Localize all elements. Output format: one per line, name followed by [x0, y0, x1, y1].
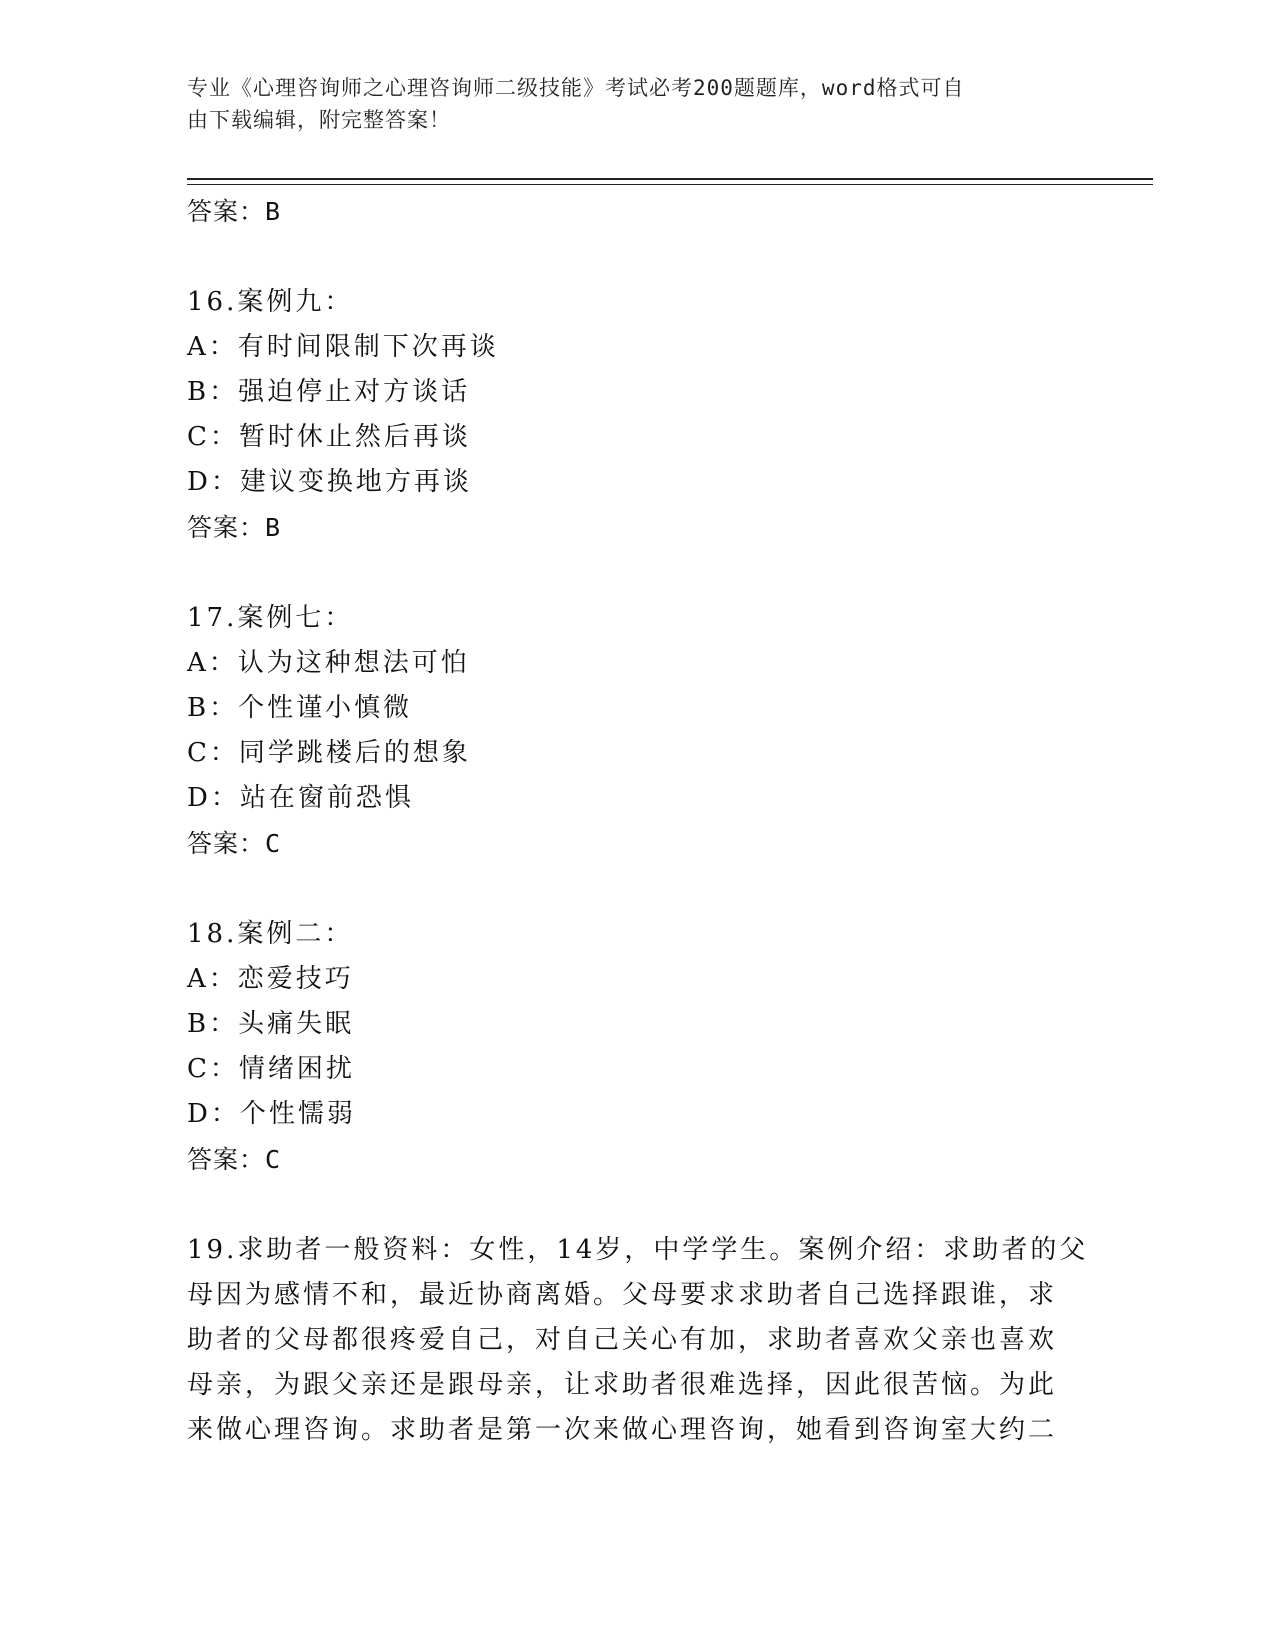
option-d: D：建议变换地方再谈: [187, 467, 472, 497]
question-title: 17.案例七：: [187, 603, 354, 633]
header-divider: [187, 178, 1153, 185]
option-b: B：头痛失眠: [187, 1009, 355, 1039]
answer: 答案：C: [187, 829, 282, 858]
question-17: [187, 596, 1087, 866]
question-19: [187, 1228, 1087, 1453]
option-a: A：有时间限制下次再谈: [187, 332, 499, 362]
option-c: C：暂时休止然后再谈: [187, 422, 471, 452]
previous-answer: 答案：B: [187, 197, 282, 226]
document-header: [187, 72, 1067, 136]
question-text-line: 19.求助者一般资料：女性，14岁，中学学生。案例介绍：求助者的父: [187, 1235, 1089, 1265]
spacer: [187, 234, 1087, 280]
spacer: [187, 1182, 1087, 1228]
option-c: C：情绪困扰: [187, 1054, 355, 1084]
option-d: D：个性懦弱: [187, 1099, 356, 1129]
option-d: D：站在窗前恐惧: [187, 783, 414, 813]
question-text-line: 母亲，为跟父亲还是跟母亲，让求助者很难选择，因此很苦恼。为此: [187, 1370, 1058, 1400]
header-line-2: 由下载编辑，附完整答案！: [187, 108, 451, 132]
question-title: 16.案例九：: [187, 287, 354, 317]
question-text-line: 助者的父母都很疼爱自己，对自己关心有加，求助者喜欢父亲也喜欢: [187, 1325, 1058, 1355]
spacer: [187, 550, 1087, 596]
header-line-1: 专业《心理咨询师之心理咨询师二级技能》考试必考200题题库，word格式可自: [187, 76, 965, 100]
spacer: [187, 866, 1087, 912]
option-b: B：强迫停止对方谈话: [187, 377, 471, 407]
question-16: [187, 280, 1087, 550]
option-a: A：恋爱技巧: [187, 964, 354, 994]
question-title: 18.案例二：: [187, 919, 354, 949]
question-18: [187, 912, 1087, 1182]
option-a: A：认为这种想法可怕: [187, 648, 470, 678]
option-b: B：个性谨小慎微: [187, 693, 413, 723]
option-c: C：同学跳楼后的想象: [187, 738, 471, 768]
answer: 答案：B: [187, 513, 282, 542]
question-text-line: 来做心理咨询。求助者是第一次来做心理咨询，她看到咨询室大约二: [187, 1415, 1058, 1445]
question-text-line: 母因为感情不和，最近协商离婚。父母要求求助者自己选择跟谁，求: [187, 1280, 1058, 1310]
document-body: [187, 189, 1087, 1453]
answer: 答案：C: [187, 1145, 282, 1174]
